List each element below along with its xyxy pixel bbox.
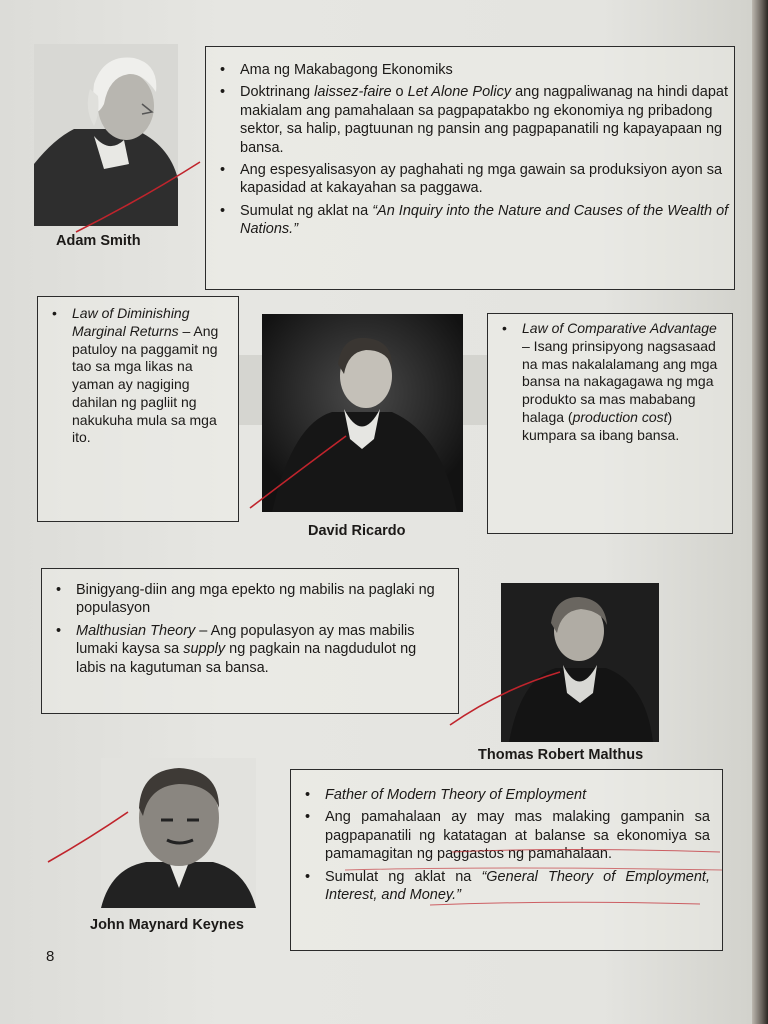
bullet-item — [291, 808, 710, 863]
david-ricardo-name: David Ricardo — [308, 523, 406, 539]
text-run: ) kumpara sa ibang bansa. — [522, 408, 680, 443]
bullet-item — [206, 202, 734, 239]
ricardo-right-box — [487, 313, 733, 534]
bullet-icon: • — [52, 305, 57, 321]
malthus-box — [41, 568, 459, 714]
adam-smith-list — [206, 61, 734, 239]
bullet-item — [42, 622, 444, 677]
bullet-icon: • — [305, 868, 311, 885]
thomas-malthus-portrait — [501, 583, 659, 742]
text-run: ang nagpaliwanag na hindi dapat makialam ang pamahalaan sa pagpapatakbo ng ekonomiya ng pribadong sektor, sa halip, pagtuunan ng pansin ang pagpapanatili ng kapayapaan ng bansa. — [240, 84, 728, 156]
malthus-list — [42, 581, 458, 677]
adam-smith-portrait — [34, 44, 178, 226]
bullet-item — [38, 305, 226, 447]
adam-smith-name: Adam Smith — [56, 233, 141, 249]
bullet-icon: • — [305, 809, 311, 826]
book-binding-edge — [752, 0, 768, 1024]
text-run: – Ang patuloy na paggamit ng tao sa mga likas na yaman ay nagiging dahilan ng pagliit ng nakukuha mula sa mga ito. — [72, 322, 219, 446]
text-run: – Isang prinsipyong nagsasaad na mas nakalalamang ang mga bansa na nakagagawa ng mga produkto sa mas mababang halaga ( — [522, 337, 718, 425]
bullet-icon: • — [305, 787, 311, 803]
bullet-icon: • — [502, 320, 507, 336]
italic-text: Father of Modern Theory of Employment — [325, 787, 587, 803]
italic-text: production cost — [572, 408, 668, 425]
italic-text: laissez-faire — [314, 84, 392, 101]
bullet-item — [206, 161, 734, 198]
italic-text: Malthusian Theory — [76, 622, 196, 639]
david-ricardo-portrait — [262, 314, 463, 512]
keynes-box — [290, 769, 723, 951]
bullet-item — [291, 786, 710, 804]
text-run: Doktrinang — [240, 84, 315, 101]
italic-text: Let Alone Policy — [407, 84, 512, 101]
text-run: ng pagkain na nagdudulot ng labis na kagutuman sa bansa. — [76, 641, 417, 676]
bullet-item — [291, 868, 710, 905]
text-run: Ang pamahalaan ay may mas malaking gampanin sa pagpapanatili ng katatagan at balanse sa ekonomiya sa pamamagitan ng paggastos ng pamahalaan. — [325, 809, 710, 863]
bullet-icon: • — [220, 62, 226, 78]
text-run: Binigyang-diin ang mga epekto ng mabilis na paglaki ng populasyon — [76, 582, 435, 617]
italic-text: Law of Diminishing Marginal Returns — [72, 305, 190, 339]
bullet-item — [488, 320, 724, 444]
text-run: – Ang populasyon ay mas mabilis lumaki kaysa sa — [76, 622, 415, 658]
bullet-item — [42, 581, 444, 618]
text-run: Sumulat ng aklat na — [325, 868, 482, 885]
italic-text: supply — [183, 641, 226, 658]
text-run: o — [391, 84, 408, 101]
bullet-icon: • — [220, 84, 226, 101]
bullet-icon: • — [220, 202, 226, 219]
text-run: Ama ng Makabagong Ekonomiks — [240, 62, 453, 78]
adam-smith-box — [205, 46, 735, 290]
thomas-malthus-name: Thomas Robert Malthus — [478, 747, 644, 763]
bullet-item — [206, 83, 734, 157]
john-keynes-portrait — [101, 758, 256, 908]
keynes-list — [291, 786, 722, 904]
ricardo-right-list — [488, 320, 732, 444]
text-run: Sumulat ng aklat na — [240, 202, 373, 219]
bullet-icon: • — [220, 162, 226, 179]
italic-text: Law of Comparative Advantage — [522, 320, 717, 336]
text-run: Ang espesyalisasyon ay paghahati ng mga gawain sa produksiyon ayon sa kapasidad at kakayahan sa paggawa. — [240, 162, 723, 197]
bullet-icon: • — [56, 582, 62, 598]
bullet-item — [206, 61, 734, 79]
john-keynes-name: John Maynard Keynes — [90, 917, 244, 933]
ricardo-left-box — [37, 296, 239, 522]
italic-text: “An Inquiry into the Nature and Causes of the Wealth of Nations.” — [240, 202, 729, 238]
ricardo-left-list — [38, 305, 238, 447]
page-number: 8 — [46, 948, 55, 965]
italic-text: “General Theory of Employment, Interest, and Money.” — [325, 868, 710, 904]
bullet-icon: • — [56, 622, 62, 639]
